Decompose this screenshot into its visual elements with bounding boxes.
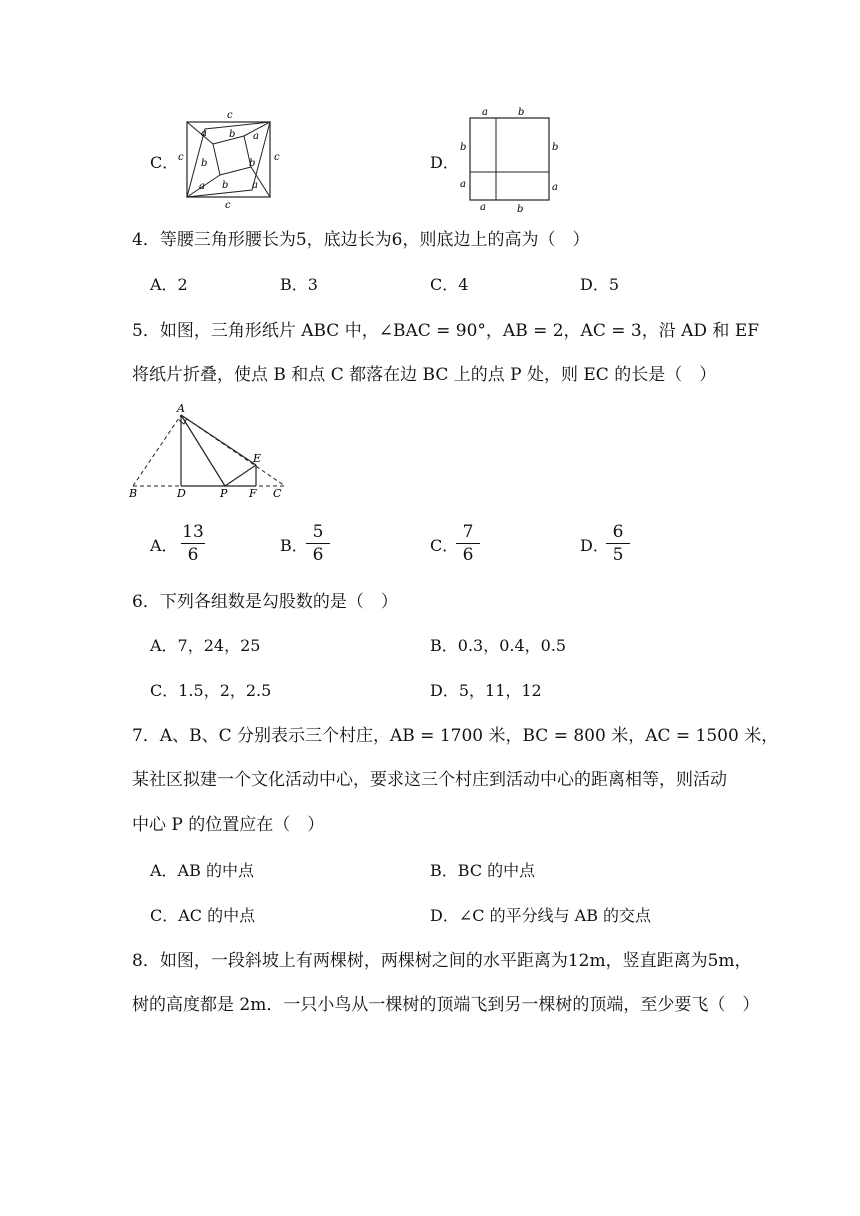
q4-option-b: B．3	[280, 275, 318, 294]
fig5-label-b: B	[129, 487, 138, 500]
fig5-label-a: A	[177, 402, 185, 415]
q5-a-numerator: 13	[182, 522, 204, 542]
fig-c-label-c-bottom: c	[225, 200, 231, 211]
fig-c-label-b3: b	[201, 158, 208, 169]
q7-option-c: C．AC 的中点	[150, 906, 256, 925]
q5-b-denominator: 6	[312, 545, 324, 565]
question-8-line-2: 树的高度都是 2m．一只小鸟从一棵树的顶端飞到另一棵树的顶端，至少要飞（ ）	[132, 995, 760, 1015]
figure-d-square-diagram	[455, 104, 565, 216]
q6-option-b: B．0.3，0.4，0.5	[430, 636, 567, 655]
q5-a-denominator: 6	[187, 545, 199, 565]
fig-d-label-b-bottom: b	[517, 204, 524, 215]
question-7-line-1: 7．A、B、C 分别表示三个村庄，AB = 1700 米，BC = 800 米，AC = 1500 米，	[132, 726, 779, 746]
q5-d-denominator: 5	[612, 545, 624, 565]
q5-option-b-fraction	[306, 522, 330, 565]
question-4-text: 4．等腰三角形腰长为5，底边长为6，则底边上的高为（ ）	[132, 230, 590, 250]
fig-c-label-a1: a	[201, 128, 207, 139]
q6-option-a: A．7，24，25	[150, 636, 261, 655]
q4-option-a: A．2	[150, 275, 188, 294]
fig5-label-c: C	[273, 487, 282, 500]
q5-option-a-fraction	[181, 522, 205, 565]
q5-option-c-label: C．	[430, 536, 459, 555]
question-8-line-1: 8．如图，一段斜坡上有两棵树，两棵树之间的水平距离为12m，竖直距离为5m，	[132, 951, 752, 971]
q5-option-c-fraction	[456, 522, 480, 565]
fig-d-label-a-top: a	[482, 107, 488, 118]
q5-c-denominator: 6	[462, 545, 474, 565]
fig5-label-d: D	[177, 487, 186, 500]
fig-c-label-c-top: c	[227, 110, 233, 121]
q7-option-d: D．∠C 的平分线与 AB 的交点	[430, 906, 652, 925]
fig-d-label-a-left: a	[460, 179, 466, 190]
q6-option-d: D．5，11，12	[430, 681, 542, 700]
fig5-label-e: E	[253, 452, 262, 465]
q4-option-c: C．4	[430, 275, 469, 294]
q7-option-b: B．BC 的中点	[430, 861, 536, 880]
q5-option-d-label: D．	[580, 536, 609, 555]
q5-option-d-fraction	[606, 522, 630, 565]
figure-triangle-folding	[125, 400, 295, 502]
fig-d-label-b-right: b	[552, 142, 559, 153]
fig-c-label-b4: b	[222, 180, 229, 191]
question-7-line-2: 某社区拟建一个文化活动中心，要求这三个村庄到活动中心的距离相等，则活动	[132, 770, 727, 790]
fig-c-label-a2: a	[253, 131, 259, 142]
q5-c-numerator: 7	[462, 522, 474, 542]
question-5-line-1: 5．如图，三角形纸片 ABC 中，∠BAC = 90°，AB = 2，AC = 3，沿 AD 和 EF	[132, 321, 760, 341]
q4-option-d: D．5	[580, 275, 620, 294]
fig5-label-f: F	[249, 487, 257, 500]
fig-c-label-b1: b	[229, 129, 236, 140]
fig-d-label-a-bottom: a	[480, 202, 486, 213]
q5-b-numerator: 5	[312, 522, 324, 542]
q7-option-a: A．AB 的中点	[150, 861, 254, 880]
fig-d-label-b-top: b	[518, 107, 525, 118]
fig-c-label-b2: b	[249, 158, 256, 169]
q5-option-b-label: B．	[280, 536, 308, 555]
q5-d-numerator: 6	[612, 522, 624, 542]
question-7-line-3: 中心 P 的位置应在（ ）	[132, 815, 325, 835]
fig5-label-p: P	[220, 487, 228, 500]
option-d-label: D．	[430, 153, 459, 172]
option-c-label: C．	[150, 153, 179, 172]
fig-d-label-b-left: b	[460, 142, 467, 153]
q5-option-a-label: A．	[150, 536, 178, 555]
question-6-text: 6．下列各组数是勾股数的是（ ）	[132, 592, 398, 612]
figure-c-square-diagram	[175, 108, 285, 212]
fig-c-label-a3: a	[199, 181, 205, 192]
fig-c-label-c-left: c	[178, 152, 184, 163]
fig-c-label-c-right: c	[274, 152, 280, 163]
question-5-line-2: 将纸片折叠，使点 B 和点 C 都落在边 BC 上的点 P 处，则 EC 的长是（ ）	[132, 365, 717, 385]
q6-option-c: C．1.5，2，2.5	[150, 681, 272, 700]
fig-c-label-a4: a	[252, 180, 258, 191]
fig-d-label-a-right: a	[552, 182, 558, 193]
